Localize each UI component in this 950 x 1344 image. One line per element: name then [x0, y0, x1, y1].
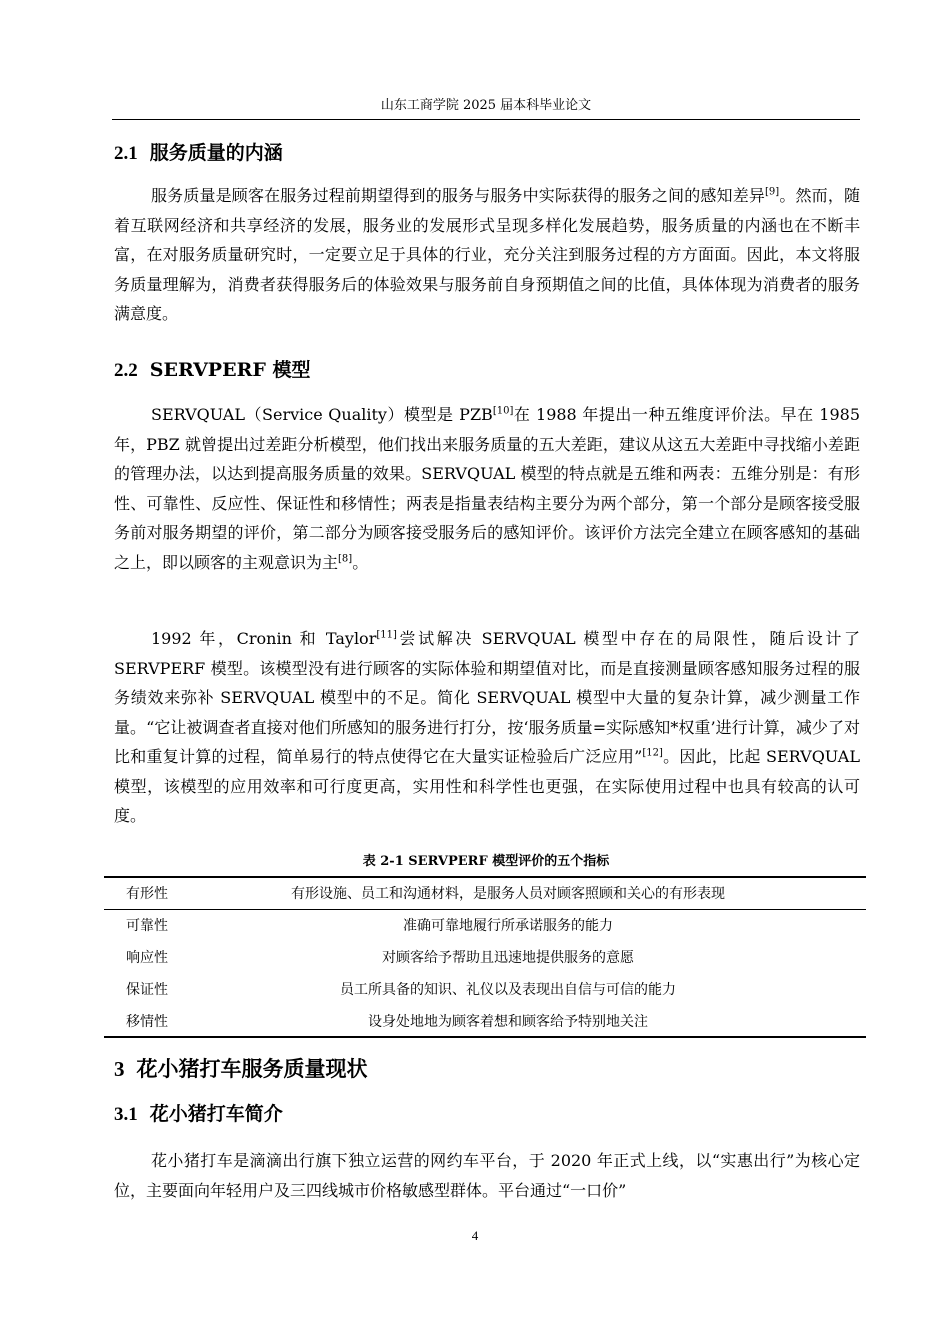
servperf-table — [104, 876, 866, 1038]
table-cell-description: 准确可靠地履行所承诺服务的能力 — [403, 918, 613, 935]
table-row — [104, 1005, 866, 1037]
citation-ref: [11] — [376, 629, 397, 641]
paragraph-text: 尝试解决 SERVQUAL 模型中存在的局限性，随后设计了 SERVPERF 模型。该模型没有进行顾客的实际体验和期望值对比，而是直接测量顾客感知服务过程的服务绩效来弥补 SERVQUAL 模型中的不足。简化 SERVQUAL 模型中大量的复杂计算，减少测量工作量。“它让被调查者直接对他们所感知的服务进行打分，按‘服务质量=实际感知*权重’进行计算，减少了对比和重复计算的过程，简单易行的特点使得它在大量实证检验后广泛应用” — [114, 629, 860, 766]
page-number: 4 — [471, 1228, 479, 1243]
section-number: 3.1 — [114, 1104, 138, 1125]
table-row — [104, 909, 866, 941]
paragraph-text: 。因此，比起 SERVQUAL 模型，该模型的应用效率和可行度更高，实用性和科学性也更强，在实际使用过程中也具有较高的认可度。 — [114, 747, 860, 825]
paragraph-text: 。然而，随着互联网经济和共享经济的发展，服务业的发展形式呈现多样化发展趋势，服务质量的内涵也在不断丰富，在对服务质量研究时，一定要立足于具体的行业，充分关注到服务过程的方方面面。因此，本文将服务质量理解为，消费者获得服务后的体验效果与服务前自身预期值之间的比值，具体体现为消费者的服务满意度。 — [114, 186, 860, 323]
section-title: SERVPERF 模型 — [149, 359, 311, 381]
section-heading-2-2 — [114, 356, 310, 385]
table-cell-description: 对顾客给予帮助且迅速地提供服务的意愿 — [382, 950, 634, 966]
table-cell-dimension: 可靠性 — [126, 918, 168, 935]
citation-ref: [8] — [338, 553, 353, 565]
paragraph-text: 1992 年，Cronin 和 Taylor — [151, 629, 377, 648]
paragraph-service-quality — [114, 181, 860, 329]
citation-ref: [10] — [492, 405, 514, 417]
table-cell-dimension: 移情性 — [104, 1005, 190, 1037]
table-row — [104, 973, 866, 1005]
citation-ref: [12] — [642, 747, 663, 759]
table-cell-dimension: 响应性 — [126, 950, 168, 966]
table-cell-dimension: 有形性 — [104, 877, 190, 909]
table-cell-description: 设身处地地为顾客着想和顾客给予特别地关注 — [190, 1005, 866, 1037]
section-title: 服务质量的内涵 — [149, 142, 283, 164]
paragraph-text: 服务质量是顾客在服务过程前期望得到的服务与服务中实际获得的服务之间的感知差异 — [151, 186, 766, 205]
paragraph-servperf — [114, 624, 860, 831]
running-header: 山东工商学院 2025 届本科毕业论文 — [380, 98, 592, 113]
table-row — [104, 941, 866, 973]
chapter-title: 花小猪打车服务质量现状 — [136, 1056, 368, 1081]
section-number: 2.2 — [114, 360, 138, 381]
paragraph-text: SERVQUAL（Service Quality）模型是 PZB — [151, 405, 493, 424]
chapter-number: 3 — [114, 1057, 125, 1081]
section-heading-2-1 — [114, 139, 283, 168]
paragraph-text: 。 — [352, 552, 369, 572]
citation-ref: [9] — [765, 186, 780, 198]
paragraph-servqual — [114, 400, 860, 577]
section-number: 2.1 — [114, 143, 138, 164]
table-cell-description: 员工所具备的知识、礼仪以及表现出自信与可信的能力 — [340, 982, 676, 998]
section-heading-3-1 — [114, 1100, 283, 1129]
table-cell-description: 有形设施、员工和沟通材料，是服务人员对顾客照顾和关心的有形表现 — [190, 877, 866, 909]
table-caption: 表 2-1 SERVPERF 模型评价的五个指标 — [362, 854, 610, 869]
table-cell-dimension: 保证性 — [126, 982, 168, 998]
chapter-heading-3 — [114, 1054, 368, 1084]
header-rule — [112, 119, 860, 120]
section-title: 花小猪打车简介 — [149, 1103, 283, 1125]
paragraph-huaxiaozhu-intro: 花小猪打车是滴滴出行旗下独立运营的网约车平台，于 2020 年正式上线，以“实惠出行”为核心定位，主要面向年轻用户及三四线城市价格敏感型群体。平台通过“一口价” — [114, 1151, 860, 1200]
table-row — [104, 877, 866, 909]
paragraph-text: 在 1988 年提出一种五维度评价法。早在 1985 年，PBZ 就曾提出过差距分析模型，他们找出来服务质量的五大差距，建议从这五大差距中寻找缩小差距的管理办法，以达到提高服务质量的效果。SERVQUAL 模型的特点就是五维和两表：五维分别是：有形性、可靠性、反应性、保证性和移情性；两表是指量表结构主要分为两个部分，第一个部分是顾客接受服务前对服务期望的评价，第二部分为顾客接受服务后的感知评价。该评价方法完全建立在顾客感知的基础之上，即以顾客的主观意识为主 — [114, 405, 861, 572]
